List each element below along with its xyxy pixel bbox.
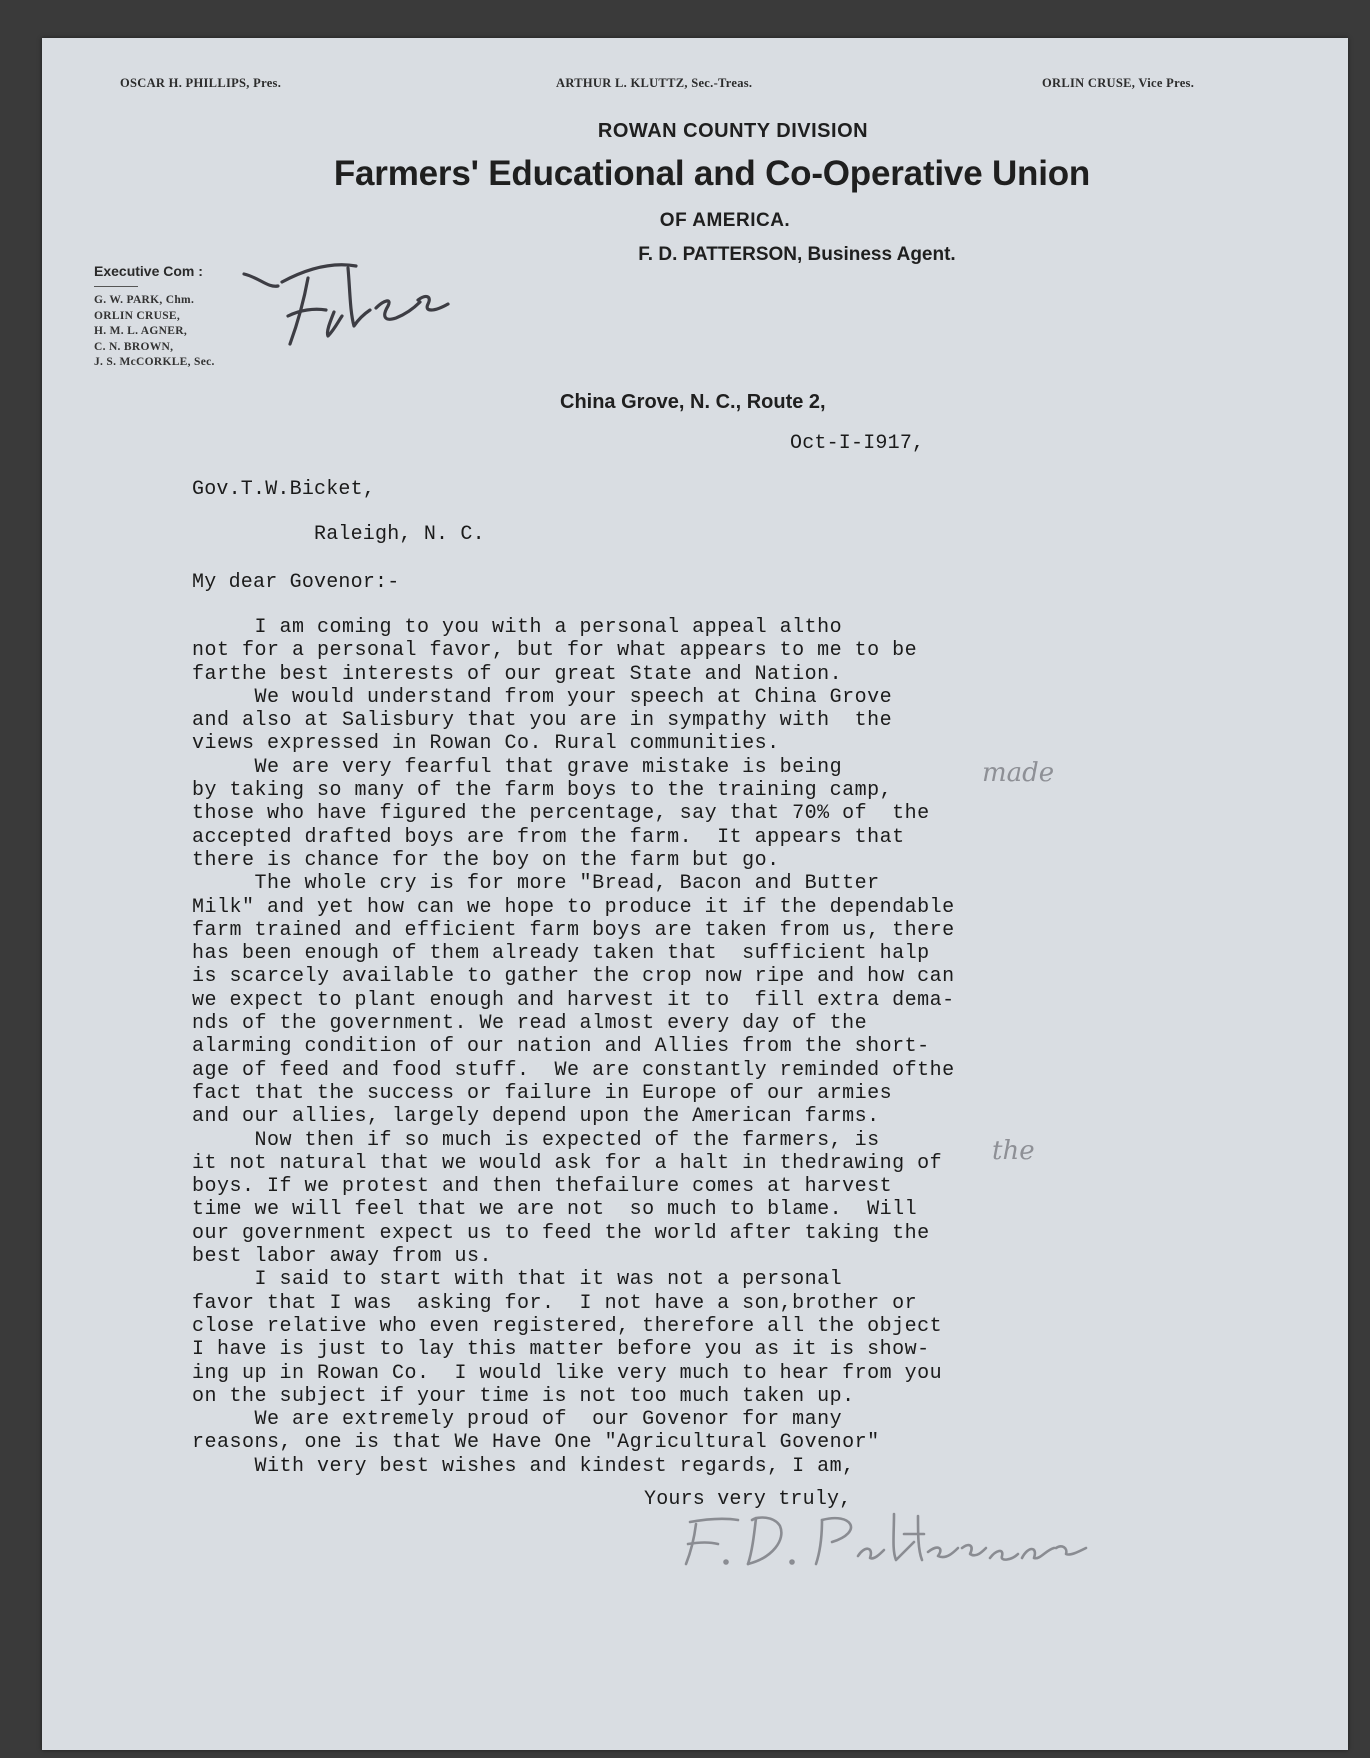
letter-page xyxy=(42,38,1348,1750)
executive-member: ORLIN CRUSE, xyxy=(94,309,181,322)
body-line: alarming condition of our nation and Allies from the short- xyxy=(192,1035,930,1059)
body-line: views expressed in Rowan Co. Rural communities. xyxy=(192,732,780,756)
body-line: and our allies, largely depend upon the American farms. xyxy=(192,1105,880,1129)
body-line: farthe best interests of our great State and Nation. xyxy=(192,662,843,686)
body-line: boys. If we protest and then thefailure comes at harvest xyxy=(192,1175,893,1199)
body-line: I said to start with that it was not a personal xyxy=(192,1268,843,1292)
letter-body xyxy=(192,616,955,1478)
letterhead-country: OF AMERICA. xyxy=(659,210,791,231)
letterhead-division: ROWAN COUNTY DIVISION xyxy=(597,120,869,142)
body-line: has been enough of them already taken that sufficient halp xyxy=(192,942,930,966)
salutation: My dear Govenor:- xyxy=(192,571,400,594)
body-line: With very best wishes and kindest regards, I am, xyxy=(192,1454,855,1478)
body-line: not for a personal favor, but for what appears to me to be xyxy=(192,639,918,663)
executive-member: H. M. L. AGNER, xyxy=(94,325,187,337)
body-line: We would understand from your speech at China Grove xyxy=(192,685,893,709)
officer-secretary: ARTHUR L. KLUTTZ, Sec.-Treas. xyxy=(556,76,753,90)
body-line: time we will feel that we are not so much to blame. Will xyxy=(192,1198,918,1222)
body-line: close relative who even registered, therefore all the object xyxy=(192,1314,943,1338)
executive-divider xyxy=(94,286,138,287)
body-line: favor that I was asking for. I not have a son,brother or xyxy=(192,1291,918,1315)
body-line: it not natural that we would ask for a halt in thedrawing of xyxy=(192,1151,943,1175)
body-line: ing up in Rowan Co. I would like very much to hear from you xyxy=(192,1361,943,1385)
handwritten-file-note xyxy=(238,238,498,368)
body-line: our government expect us to feed the world after taking the xyxy=(192,1221,930,1245)
body-line: Milk" and yet how can we hope to produce it if the dependable xyxy=(192,895,955,919)
body-line: on the subject if your time is not too much taken up. xyxy=(192,1384,855,1408)
recipient-city: Raleigh, N. C. xyxy=(314,523,485,546)
letterhead-union-name: Farmers' Educational and Co-Operative Union xyxy=(333,154,1091,193)
letter-place: China Grove, N. C., Route 2, xyxy=(560,391,826,413)
body-line: there is chance for the boy on the farm but go. xyxy=(192,848,780,872)
officer-president: OSCAR H. PHILLIPS, Pres. xyxy=(120,76,282,90)
letter-date: Oct-I-I917, xyxy=(790,432,925,455)
body-line: I have is just to lay this matter before you as it is show- xyxy=(192,1338,930,1362)
executive-member: C. N. BROWN, xyxy=(94,340,174,353)
body-line: We are extremely proud of our Govenor for many xyxy=(192,1408,843,1432)
body-line: we expect to plant enough and harvest it to fill extra dema- xyxy=(192,988,955,1012)
body-line: The whole cry is for more "Bread, Bacon and Butter xyxy=(192,872,880,896)
body-line: is scarcely available to gather the crop now ripe and how can xyxy=(192,965,955,989)
signature xyxy=(682,1504,1102,1574)
body-line: reasons, one is that We Have One "Agricultural Govenor" xyxy=(192,1431,880,1455)
pencil-annotation-made: made xyxy=(982,758,1055,788)
body-line: Now then if so much is expected of the farmers, is xyxy=(192,1128,880,1152)
body-line: and also at Salisbury that you are in sympathy with the xyxy=(192,709,893,733)
body-line: those who have figured the percentage, say that 70% of the xyxy=(192,802,930,826)
body-line: age of feed and food stuff. We are constantly reminded ofthe xyxy=(192,1058,955,1082)
executive-member: G. W. PARK, Chm. xyxy=(94,294,195,306)
executive-committee-title: Executive Com : xyxy=(94,263,203,279)
body-line: fact that the success or failure in Europe of our armies xyxy=(192,1081,893,1105)
body-line: farm trained and efficient farm boys are taken from us, there xyxy=(192,918,955,942)
closing: Yours very truly, xyxy=(644,1488,852,1511)
body-line: I am coming to you with a personal appeal altho xyxy=(192,616,843,639)
body-line: nds of the government. We read almost every day of the xyxy=(192,1012,868,1036)
officer-vice-president: ORLIN CRUSE, Vice Pres. xyxy=(1042,76,1195,90)
executive-committee-list xyxy=(94,293,215,371)
letterhead-agent: F. D. PATTERSON, Business Agent. xyxy=(638,244,956,265)
executive-member: J. S. McCORKLE, Sec. xyxy=(94,356,215,368)
body-line: by taking so many of the farm boys to the training camp, xyxy=(192,779,893,803)
pencil-annotation-the: the xyxy=(992,1136,1035,1166)
body-line: accepted drafted boys are from the farm. It appears that xyxy=(192,825,905,849)
recipient-name: Gov.T.W.Bicket, xyxy=(192,478,376,501)
body-line: We are very fearful that grave mistake is being xyxy=(192,755,843,779)
body-line: best labor away from us. xyxy=(192,1245,493,1269)
